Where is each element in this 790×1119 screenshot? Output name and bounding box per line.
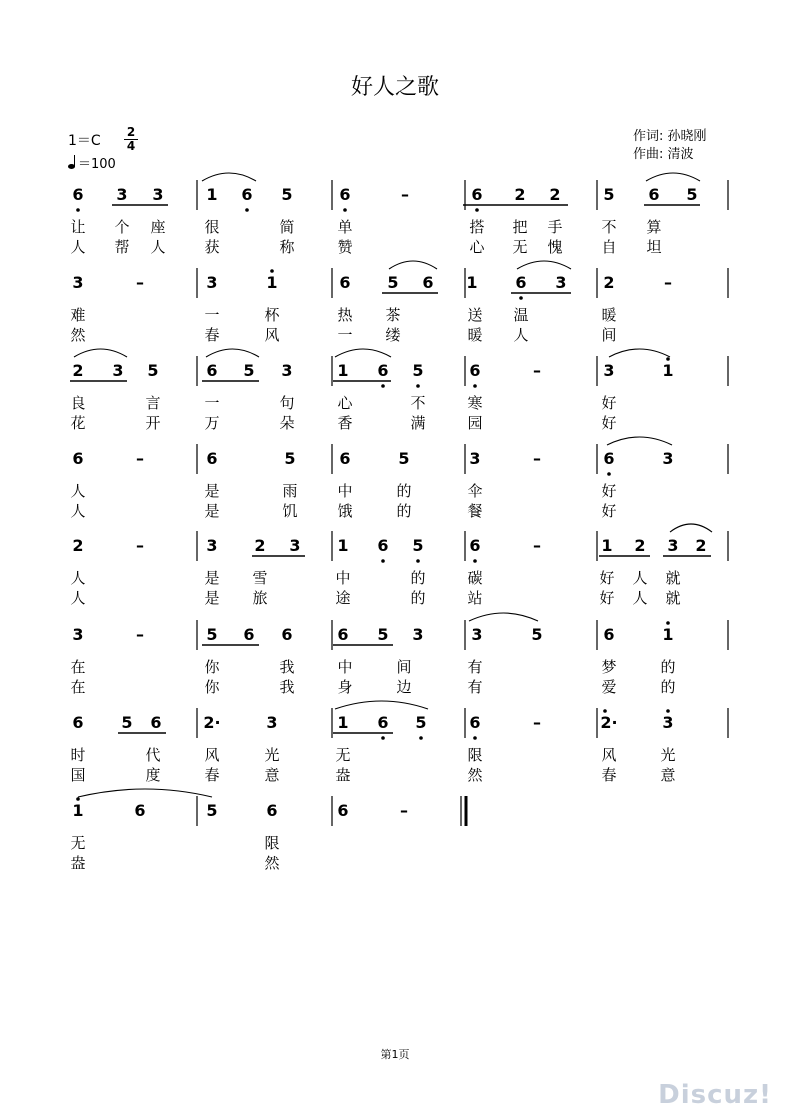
note: 2 [634, 536, 646, 555]
note: 5 [121, 713, 133, 732]
note: 6 [422, 273, 434, 292]
lyric-verse-1: 间 [396, 658, 412, 676]
slur [206, 349, 259, 357]
note: 6 [281, 625, 293, 644]
lyric-verse-1: 好 [601, 394, 617, 412]
octave-dot-below [381, 559, 385, 563]
lyric-verse-2: 旅 [252, 589, 268, 607]
octave-dot-below [381, 736, 385, 740]
lyric-verse-1: 无 [70, 834, 86, 852]
note: 5 [284, 449, 296, 468]
note: 6 [150, 713, 162, 732]
note: – [136, 625, 144, 644]
note: 5 [398, 449, 410, 468]
lyric-verse-2: 在 [70, 678, 86, 696]
note: 1 [337, 361, 349, 380]
lyric-verse-2: 的 [410, 589, 426, 607]
note: 3 [603, 361, 615, 380]
tempo-value: ＝100 [78, 157, 116, 172]
lyric-verse-2: 的 [660, 678, 676, 696]
note: 1 [601, 536, 613, 555]
lyric-verse-1: 人 [70, 482, 86, 500]
octave-dot-below [607, 472, 611, 476]
note: 6 [266, 801, 278, 820]
octave-dot-below [416, 559, 420, 563]
lyric-verse-1: 无 [335, 746, 351, 764]
lyric-verse-2: 饥 [282, 502, 298, 520]
lyric-verse-1: 算 [646, 218, 662, 236]
lyric-verse-2: 然 [70, 326, 86, 344]
lyric-verse-1: 雨 [282, 482, 298, 500]
lyric-verse-1: 我 [279, 658, 295, 676]
note: 5 [243, 361, 255, 380]
lyric-verse-1: 的 [396, 482, 412, 500]
lyric-verse-1: 就 [665, 569, 681, 587]
lyric-verse-2: 一 [337, 326, 353, 344]
lyric-verse-2: 风 [264, 326, 280, 344]
note: 2 [603, 273, 615, 292]
note: 3 [662, 449, 674, 468]
note: 3 [206, 536, 218, 555]
note: 5 [206, 625, 218, 644]
lyric-verse-2: 园 [467, 414, 483, 432]
note: 5 [206, 801, 218, 820]
note: 2 [72, 536, 84, 555]
brand-watermark: Discuz! [658, 1080, 772, 1110]
lyric-verse-2: 坦 [646, 238, 662, 256]
lyric-verse-1: 把 [512, 218, 528, 236]
lyric-verse-2: 意 [264, 766, 280, 784]
lyricist: 作词: 孙晓刚 [633, 129, 707, 144]
lyric-verse-2: 人 [70, 238, 86, 256]
note: 5 [147, 361, 159, 380]
slur [607, 437, 672, 445]
note: 1 [662, 361, 674, 380]
note: 1 [337, 713, 349, 732]
lyric-verse-2: 度 [145, 766, 161, 784]
note: 3 [469, 449, 481, 468]
lyric-verse-2: 心 [469, 238, 485, 256]
slur [646, 173, 700, 181]
slur [335, 701, 428, 709]
lyric-verse-2: 万 [204, 414, 220, 432]
note: 2· [203, 713, 221, 732]
octave-dot-below [245, 208, 249, 212]
lyric-verse-1: 寒 [467, 394, 483, 412]
key-signature: 1＝C [68, 133, 101, 149]
lyric-verse-2: 香 [337, 414, 353, 432]
lyric-verse-2: 站 [467, 589, 483, 607]
lyric-verse-1: 人 [70, 569, 86, 587]
note: 6 [603, 625, 615, 644]
lyric-verse-1: 难 [70, 306, 86, 324]
note: 6 [339, 185, 351, 204]
lyric-verse-1: 中 [335, 569, 351, 587]
lyric-verse-2: 满 [410, 414, 426, 432]
lyric-verse-2: 赞 [337, 238, 353, 256]
lyric-verse-2: 帮 [114, 238, 130, 256]
lyric-verse-1: 一 [204, 394, 220, 412]
lyric-verse-1: 光 [264, 746, 280, 764]
time-signature-bottom: 4 [124, 139, 138, 153]
note: 2 [514, 185, 526, 204]
lyric-verse-1: 热 [337, 306, 353, 324]
octave-dot-below [475, 208, 479, 212]
lyric-verse-2: 你 [204, 678, 220, 696]
note: 6 [241, 185, 253, 204]
note: 5 [686, 185, 698, 204]
octave-dot-above [603, 709, 607, 713]
octave-dot-below [416, 384, 420, 388]
lyric-verse-2: 春 [601, 766, 617, 784]
time-signature-top: 2 [126, 125, 136, 139]
note: 3 [152, 185, 164, 204]
lyric-verse-2: 春 [204, 766, 220, 784]
note: 6 [337, 625, 349, 644]
lyric-verse-2: 盎 [335, 766, 351, 784]
octave-dot-below [343, 208, 347, 212]
note: – [136, 449, 144, 468]
note: – [533, 361, 541, 380]
lyric-verse-2: 好 [601, 502, 617, 520]
note: 1 [266, 273, 278, 292]
lyric-verse-2: 的 [396, 502, 412, 520]
lyric-verse-2: 缕 [385, 326, 401, 344]
note: – [400, 801, 408, 820]
slur [74, 349, 127, 357]
octave-dot-above [270, 269, 274, 273]
slur [517, 261, 571, 269]
note: 6 [206, 361, 218, 380]
lyric-verse-2: 我 [279, 678, 295, 696]
slur [469, 613, 538, 621]
lyric-verse-2: 朵 [279, 414, 295, 432]
note: 3 [266, 713, 278, 732]
page-number: 第1页 [380, 1048, 410, 1061]
lyric-verse-1: 个 [114, 218, 130, 236]
note: 1 [206, 185, 218, 204]
octave-dot-below [473, 559, 477, 563]
lyric-verse-1: 有 [467, 658, 483, 676]
note: 6 [648, 185, 660, 204]
note: 6 [72, 449, 84, 468]
song-title: 好人之歌 [350, 75, 439, 100]
octave-dot-below [419, 736, 423, 740]
note: 6 [206, 449, 218, 468]
lyric-verse-2: 人 [513, 326, 529, 344]
lyric-verse-2: 爱 [601, 678, 617, 696]
note: 3 [116, 185, 128, 204]
lyric-verse-2: 然 [467, 766, 483, 784]
lyric-verse-1: 伞 [467, 482, 483, 500]
octave-dot-below [381, 384, 385, 388]
lyric-verse-1: 不 [410, 394, 426, 412]
note: 3 [471, 625, 483, 644]
note: 3 [112, 361, 124, 380]
note: 1 [337, 536, 349, 555]
lyric-verse-1: 让 [70, 218, 86, 236]
octave-dot-below [519, 296, 523, 300]
lyric-verse-1: 茶 [385, 306, 401, 324]
lyric-verse-1: 送 [467, 306, 483, 324]
note: 5 [412, 536, 424, 555]
slur [670, 524, 712, 532]
note: 2 [695, 536, 707, 555]
lyric-verse-2: 意 [660, 766, 676, 784]
lyric-verse-1: 中 [337, 658, 353, 676]
note: 5 [603, 185, 615, 204]
note: 6 [469, 361, 481, 380]
note: 6 [471, 185, 483, 204]
note: 1 [466, 273, 478, 292]
note: 3 [662, 713, 674, 732]
lyric-verse-2: 开 [145, 414, 161, 432]
composer: 作曲: 清波 [633, 147, 694, 162]
note: 3 [412, 625, 424, 644]
lyric-verse-1: 中 [337, 482, 353, 500]
lyric-verse-1: 是 [204, 482, 220, 500]
lyric-verse-2: 盎 [70, 854, 86, 872]
note: 3 [667, 536, 679, 555]
octave-dot-below [473, 384, 477, 388]
note: 1 [662, 625, 674, 644]
note: – [136, 536, 144, 555]
note: 3 [72, 625, 84, 644]
note: 6 [377, 713, 389, 732]
lyric-verse-2: 获 [204, 238, 220, 256]
lyric-verse-1: 一 [204, 306, 220, 324]
lyric-verse-1: 座 [150, 218, 166, 236]
lyric-verse-1: 雪 [252, 569, 268, 587]
lyric-verse-2: 好 [601, 414, 617, 432]
octave-dot-above [666, 357, 670, 361]
lyric-verse-1: 单 [337, 218, 353, 236]
lyric-verse-2: 暖 [467, 326, 483, 344]
note: 5 [412, 361, 424, 380]
lyric-verse-2: 就 [665, 589, 681, 607]
lyric-verse-1: 不 [601, 218, 617, 236]
note: 2 [549, 185, 561, 204]
lyric-verse-1: 风 [204, 746, 220, 764]
lyric-verse-1: 风 [601, 746, 617, 764]
lyric-verse-1: 言 [145, 394, 161, 412]
note: 6 [377, 361, 389, 380]
lyric-verse-2: 饿 [337, 502, 353, 520]
note: – [664, 273, 672, 292]
lyric-verse-2: 是 [204, 589, 220, 607]
note: 5 [415, 713, 427, 732]
lyric-verse-1: 暖 [601, 306, 617, 324]
note: 5 [281, 185, 293, 204]
lyric-verse-1: 人 [632, 569, 648, 587]
note: 6 [469, 713, 481, 732]
lyric-verse-1: 手 [547, 218, 563, 236]
lyric-verse-1: 简 [279, 218, 295, 236]
octave-dot-above [76, 797, 80, 801]
note: 1 [72, 801, 84, 820]
lyric-verse-2: 国 [70, 766, 86, 784]
lyric-verse-1: 碳 [467, 569, 483, 587]
note: 3 [206, 273, 218, 292]
lyric-verse-1: 的 [660, 658, 676, 676]
lyric-verse-2: 称 [279, 238, 295, 256]
lyric-verse-1: 限 [467, 746, 483, 764]
slur [389, 261, 437, 269]
note: 6 [337, 801, 349, 820]
lyric-verse-1: 梦 [601, 658, 617, 676]
lyric-verse-2: 人 [632, 589, 648, 607]
lyric-verse-1: 是 [204, 569, 220, 587]
note: 2 [72, 361, 84, 380]
lyric-verse-2: 边 [396, 678, 412, 696]
note: 2· [600, 713, 618, 732]
lyric-verse-2: 然 [264, 854, 280, 872]
lyric-verse-1: 限 [264, 834, 280, 852]
lyric-verse-1: 你 [204, 658, 220, 676]
slur [335, 349, 391, 357]
lyric-verse-1: 光 [660, 746, 676, 764]
lyric-verse-2: 有 [467, 678, 483, 696]
lyric-verse-1: 在 [70, 658, 86, 676]
lyric-verse-2: 人 [70, 502, 86, 520]
note: 5 [377, 625, 389, 644]
octave-dot-below [76, 208, 80, 212]
lyric-verse-1: 温 [513, 306, 529, 324]
lyric-verse-2: 餐 [467, 502, 483, 520]
note: 3 [72, 273, 84, 292]
lyric-verse-1: 句 [279, 394, 295, 412]
lyric-verse-2: 人 [70, 589, 86, 607]
note: 6 [515, 273, 527, 292]
note: 6 [377, 536, 389, 555]
lyric-verse-1: 搭 [469, 218, 485, 236]
lyric-verse-2: 花 [70, 414, 86, 432]
note: 6 [243, 625, 255, 644]
lyric-verse-2: 间 [601, 326, 617, 344]
note: 6 [339, 273, 351, 292]
note: – [533, 536, 541, 555]
lyric-verse-2: 是 [204, 502, 220, 520]
note: 3 [555, 273, 567, 292]
note: 6 [134, 801, 146, 820]
lyric-verse-1: 心 [337, 394, 353, 412]
slur [609, 349, 670, 357]
slur [78, 789, 212, 797]
lyric-verse-1: 的 [410, 569, 426, 587]
octave-dot-above [666, 621, 670, 625]
lyric-verse-2: 人 [150, 238, 166, 256]
note: – [401, 185, 409, 204]
note: 2 [254, 536, 266, 555]
lyric-verse-1: 代 [145, 746, 161, 764]
note: 3 [289, 536, 301, 555]
lyric-verse-1: 好 [601, 482, 617, 500]
lyric-verse-2: 途 [335, 589, 351, 607]
lyric-verse-1: 很 [204, 218, 220, 236]
lyric-verse-1: 好 [599, 569, 615, 587]
note: 3 [281, 361, 293, 380]
octave-dot-below [473, 736, 477, 740]
lyric-verse-2: 好 [599, 589, 615, 607]
lyric-verse-1: 杯 [264, 306, 280, 324]
octave-dot-above [666, 709, 670, 713]
note: 6 [72, 713, 84, 732]
lyric-verse-2: 身 [337, 678, 353, 696]
lyric-verse-2: 自 [601, 238, 617, 256]
note: 6 [603, 449, 615, 468]
lyric-verse-1: 良 [70, 394, 86, 412]
note: 5 [531, 625, 543, 644]
slur [202, 173, 256, 181]
lyric-verse-1: 时 [70, 746, 86, 764]
note: – [533, 713, 541, 732]
note: 6 [72, 185, 84, 204]
note: – [533, 449, 541, 468]
lyric-verse-2: 愧 [547, 238, 563, 256]
note: – [136, 273, 144, 292]
note: 6 [469, 536, 481, 555]
note: 5 [387, 273, 399, 292]
lyric-verse-2: 无 [512, 238, 528, 256]
lyric-verse-2: 春 [204, 326, 220, 344]
note: 6 [339, 449, 351, 468]
